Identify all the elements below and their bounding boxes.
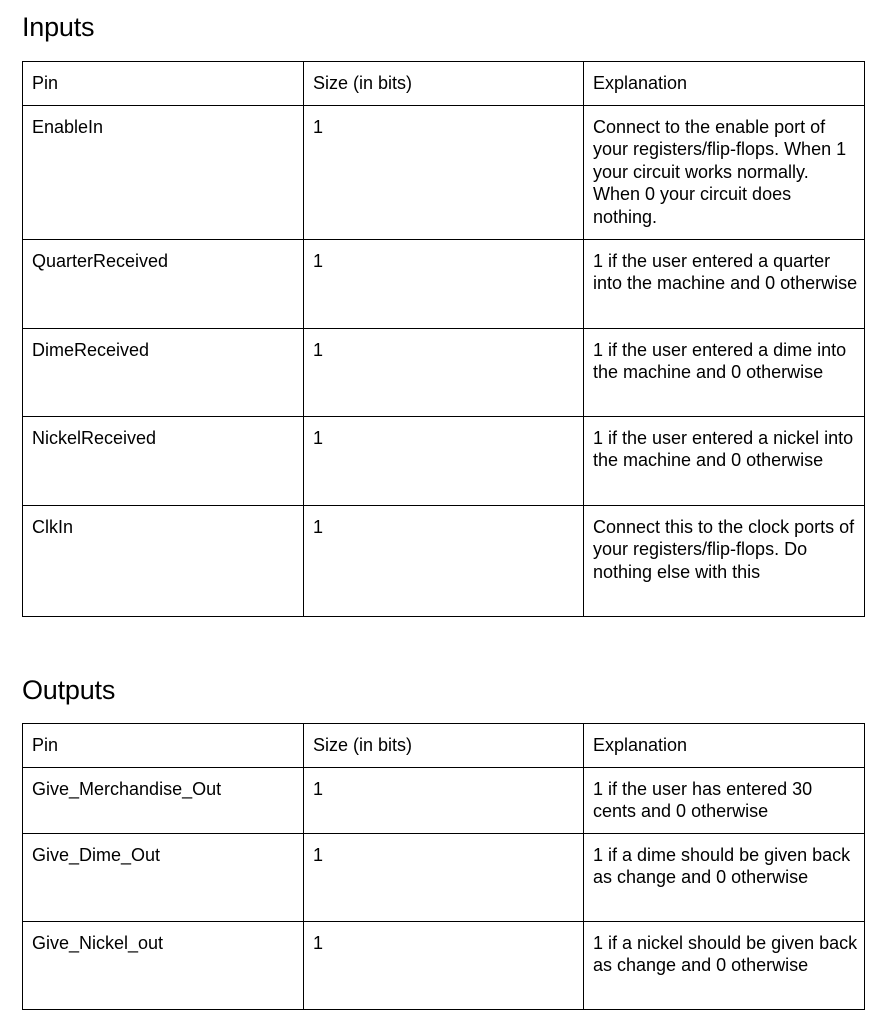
- pin-explanation-cell: 1 if a dime should be given back as change and 0 otherwise: [584, 833, 865, 921]
- table-row: [23, 416, 865, 505]
- table-row: [23, 105, 865, 239]
- pin-name-cell: Give_Nickel_out: [23, 921, 304, 1009]
- table-header-row: [23, 62, 865, 106]
- pin-name-cell: ClkIn: [23, 505, 304, 616]
- table-header-row: [23, 724, 865, 768]
- column-header-size: Size (in bits): [304, 62, 584, 106]
- pin-name-cell: Give_Dime_Out: [23, 833, 304, 921]
- table-row: [23, 833, 865, 921]
- pin-size-cell: 1: [304, 328, 584, 416]
- pin-size-cell: 1: [304, 921, 584, 1009]
- column-header-size: Size (in bits): [304, 724, 584, 768]
- pin-name-cell: NickelReceived: [23, 416, 304, 505]
- pin-explanation-cell: 1 if the user entered a dime into the machine and 0 otherwise: [584, 328, 865, 416]
- table-row: [23, 328, 865, 416]
- pin-size-cell: 1: [304, 105, 584, 239]
- pin-explanation-cell: Connect to the enable port of your registers/flip-flops. When 1 your circuit works normally. When 0 your circuit does nothing.: [584, 105, 865, 239]
- column-header-pin: Pin: [23, 724, 304, 768]
- table-row: [23, 921, 865, 1009]
- pin-name-cell: QuarterReceived: [23, 239, 304, 328]
- inputs-heading: Inputs: [22, 12, 95, 42]
- pin-size-cell: 1: [304, 833, 584, 921]
- table-row: [23, 767, 865, 833]
- inputs-table: [22, 61, 865, 617]
- table-row: [23, 239, 865, 328]
- pin-name-cell: EnableIn: [23, 105, 304, 239]
- pin-explanation-cell: 1 if the user has entered 30 cents and 0 otherwise: [584, 767, 865, 833]
- pin-size-cell: 1: [304, 767, 584, 833]
- column-header-explanation: Explanation: [584, 724, 865, 768]
- outputs-table: [22, 723, 865, 1010]
- column-header-pin: Pin: [23, 62, 304, 106]
- pin-explanation-cell: 1 if the user entered a nickel into the machine and 0 otherwise: [584, 416, 865, 505]
- pin-size-cell: 1: [304, 505, 584, 616]
- pin-size-cell: 1: [304, 239, 584, 328]
- pin-name-cell: Give_Merchandise_Out: [23, 767, 304, 833]
- outputs-heading: Outputs: [22, 675, 116, 705]
- pin-size-cell: 1: [304, 416, 584, 505]
- column-header-explanation: Explanation: [584, 62, 865, 106]
- pin-explanation-cell: 1 if the user entered a quarter into the machine and 0 otherwise: [584, 239, 865, 328]
- table-row: [23, 505, 865, 616]
- pin-explanation-cell: Connect this to the clock ports of your registers/flip-flops. Do nothing else with this: [584, 505, 865, 616]
- pin-name-cell: DimeReceived: [23, 328, 304, 416]
- pin-explanation-cell: 1 if a nickel should be given back as change and 0 otherwise: [584, 921, 865, 1009]
